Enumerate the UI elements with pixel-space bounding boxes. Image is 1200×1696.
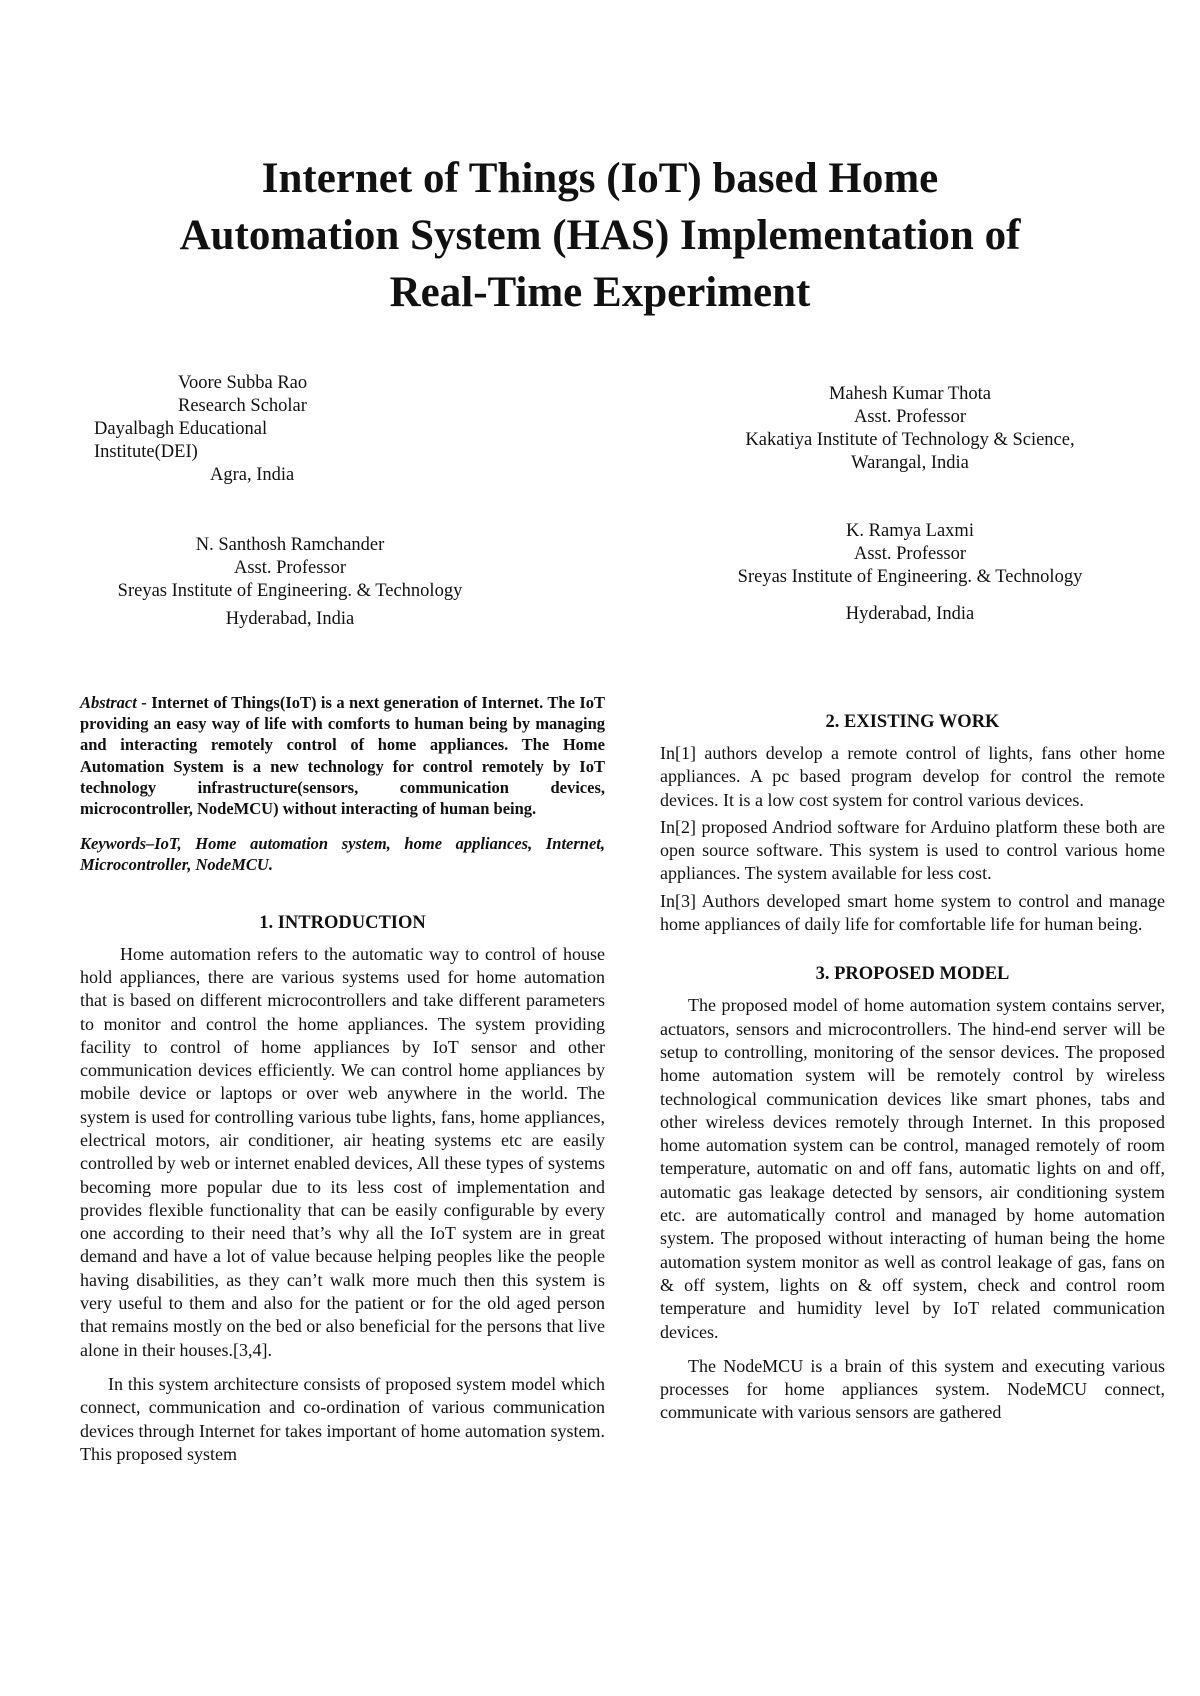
abstract bbox=[80, 692, 605, 819]
author-name: N. Santhosh Ramchander bbox=[195, 535, 385, 555]
author-affiliation: Sreyas Institute of Engineering. & Technology bbox=[737, 567, 1083, 587]
author-location: Warangal, India bbox=[851, 453, 969, 473]
author-position: Asst. Professor bbox=[853, 407, 967, 427]
author-affiliation: Kakatiya Institute of Technology & Science, bbox=[745, 430, 1075, 450]
paper-title bbox=[100, 150, 1100, 321]
author-block bbox=[700, 383, 1120, 475]
paragraph: In[1] authors develop a remote control of lights, fans other home appliances. A pc based program develop for control the remote devices. It is a low cost system for control various devices. bbox=[660, 743, 1165, 810]
left-column bbox=[80, 692, 605, 1477]
section-heading-introduction: 1. INTRODUCTION bbox=[259, 912, 426, 933]
author-location: Hyderabad, India bbox=[845, 604, 975, 624]
abstract-text: Internet of Things(IoT) is a next generation of Internet. The IoT providing an easy way of life with comforts to human being by managing and interacting remotely control of home appliances. The Home Automation System is a new technology for control remotely by IoT technology infrastructure(sensors, communication devices, microcontroller, NodeMCU) without interacting of human being. bbox=[80, 693, 605, 819]
paragraph: In[3] Authors developed smart home system to control and manage home appliances of daily life for comfortable life for human being. bbox=[660, 890, 1165, 935]
abstract-label: Abstract bbox=[80, 693, 137, 712]
author-location: Agra, India bbox=[210, 465, 295, 485]
author-position: Asst. Professor bbox=[853, 544, 967, 564]
author-name: Voore Subba Rao bbox=[178, 373, 308, 393]
paper-title-line: Automation System (HAS) Implementation of bbox=[179, 212, 1021, 259]
paper-title-line: Real-Time Experiment bbox=[389, 269, 811, 316]
paper-title-line: Internet of Things (IoT) based Home bbox=[261, 155, 939, 202]
author-name: Mahesh Kumar Thota bbox=[828, 384, 991, 404]
paragraph: The NodeMCU is a brain of this system and executing various processes for home appliances system. NodeMCU connect, communicate with various sensors are gathered bbox=[660, 1355, 1165, 1423]
paragraph: In[2] proposed Andriod software for Arduino platform these both are open source software. This system is used to control various home appliances. The system available for less cost. bbox=[660, 816, 1165, 884]
keywords: Keywords–IoT, Home automation system, home appliances, Internet, Microcontroller, NodeMCU. bbox=[80, 834, 605, 875]
section-heading-existing-work: 2. EXISTING WORK bbox=[825, 712, 1000, 732]
author-block bbox=[80, 534, 500, 631]
right-column bbox=[660, 692, 1165, 1436]
author-affiliation: Sreyas Institute of Engineering. & Technology bbox=[117, 581, 463, 601]
author-position: Research Scholar bbox=[178, 396, 307, 416]
paragraph: In this system architecture consists of proposed system model which connect, communication and co-ordination of various communication devices through Internet for takes important of home automation system. This proposed system bbox=[80, 1373, 605, 1464]
section-heading-proposed-model: 3. PROPOSED MODEL bbox=[815, 964, 1010, 985]
author-affiliation: Dayalbagh Educational bbox=[94, 419, 268, 439]
abstract-separator: - bbox=[136, 693, 152, 712]
author-location: Hyderabad, India bbox=[225, 609, 355, 629]
author-block bbox=[94, 372, 394, 487]
author-name: K. Ramya Laxmi bbox=[846, 521, 974, 541]
author-block bbox=[700, 520, 1120, 626]
author-position: Asst. Professor bbox=[233, 558, 347, 578]
paragraph: Home automation refers to the automatic way to control of house hold appliances, there are various systems used for home automation that is based on different microcontrollers and take different parameters to monitor and control the home appliances. The system providing facility to control of home appliances by IoT sensor and other communication devices efficiently. We can control home appliances by mobile device or laptops or over web anywhere in the world. The system is used for controlling various tube lights, fans, home appliances, electrical motors, air conditioner, air heating systems etc are easily controlled by web or internet enabled devices, All these types of systems becoming more popular due to its less cost of implementation and provides flexible functionality that can be easily configurable by every one according to their need that’s why all the IoT system are in great demand and have a lot of value because helping peoples like the people having disabilities, as they can’t walk more much then this system is very useful to them and also for the patient or for the old aged person that remains mostly on the bed or also beneficial for the persons that live alone in their houses.[3,4]. bbox=[80, 943, 605, 1360]
author-affiliation: Institute(DEI) bbox=[94, 442, 198, 462]
paragraph: The proposed model of home automation system contains server, actuators, sensors and microcontrollers. The hind-end server will be setup to controlling, monitoring of the sensor devices. The proposed home automation system will be remotely control by wireless technological communication devices like smart phones, tabs and other wireless devices remotely through Internet. In this proposed home automation system can be control, managed remotely of room temperature, automatic on and off fans, automatic lights on and off, automatic gas leakage detected by sensors, air conditioning system etc. are automatically control and managed by home automation system. The proposed without interacting of human being the home automation system monitor as well as control leakage of gas, fans on & off system, lights on & off system, check and control room temperature and humidity level by IoT related communication devices. bbox=[660, 995, 1165, 1342]
